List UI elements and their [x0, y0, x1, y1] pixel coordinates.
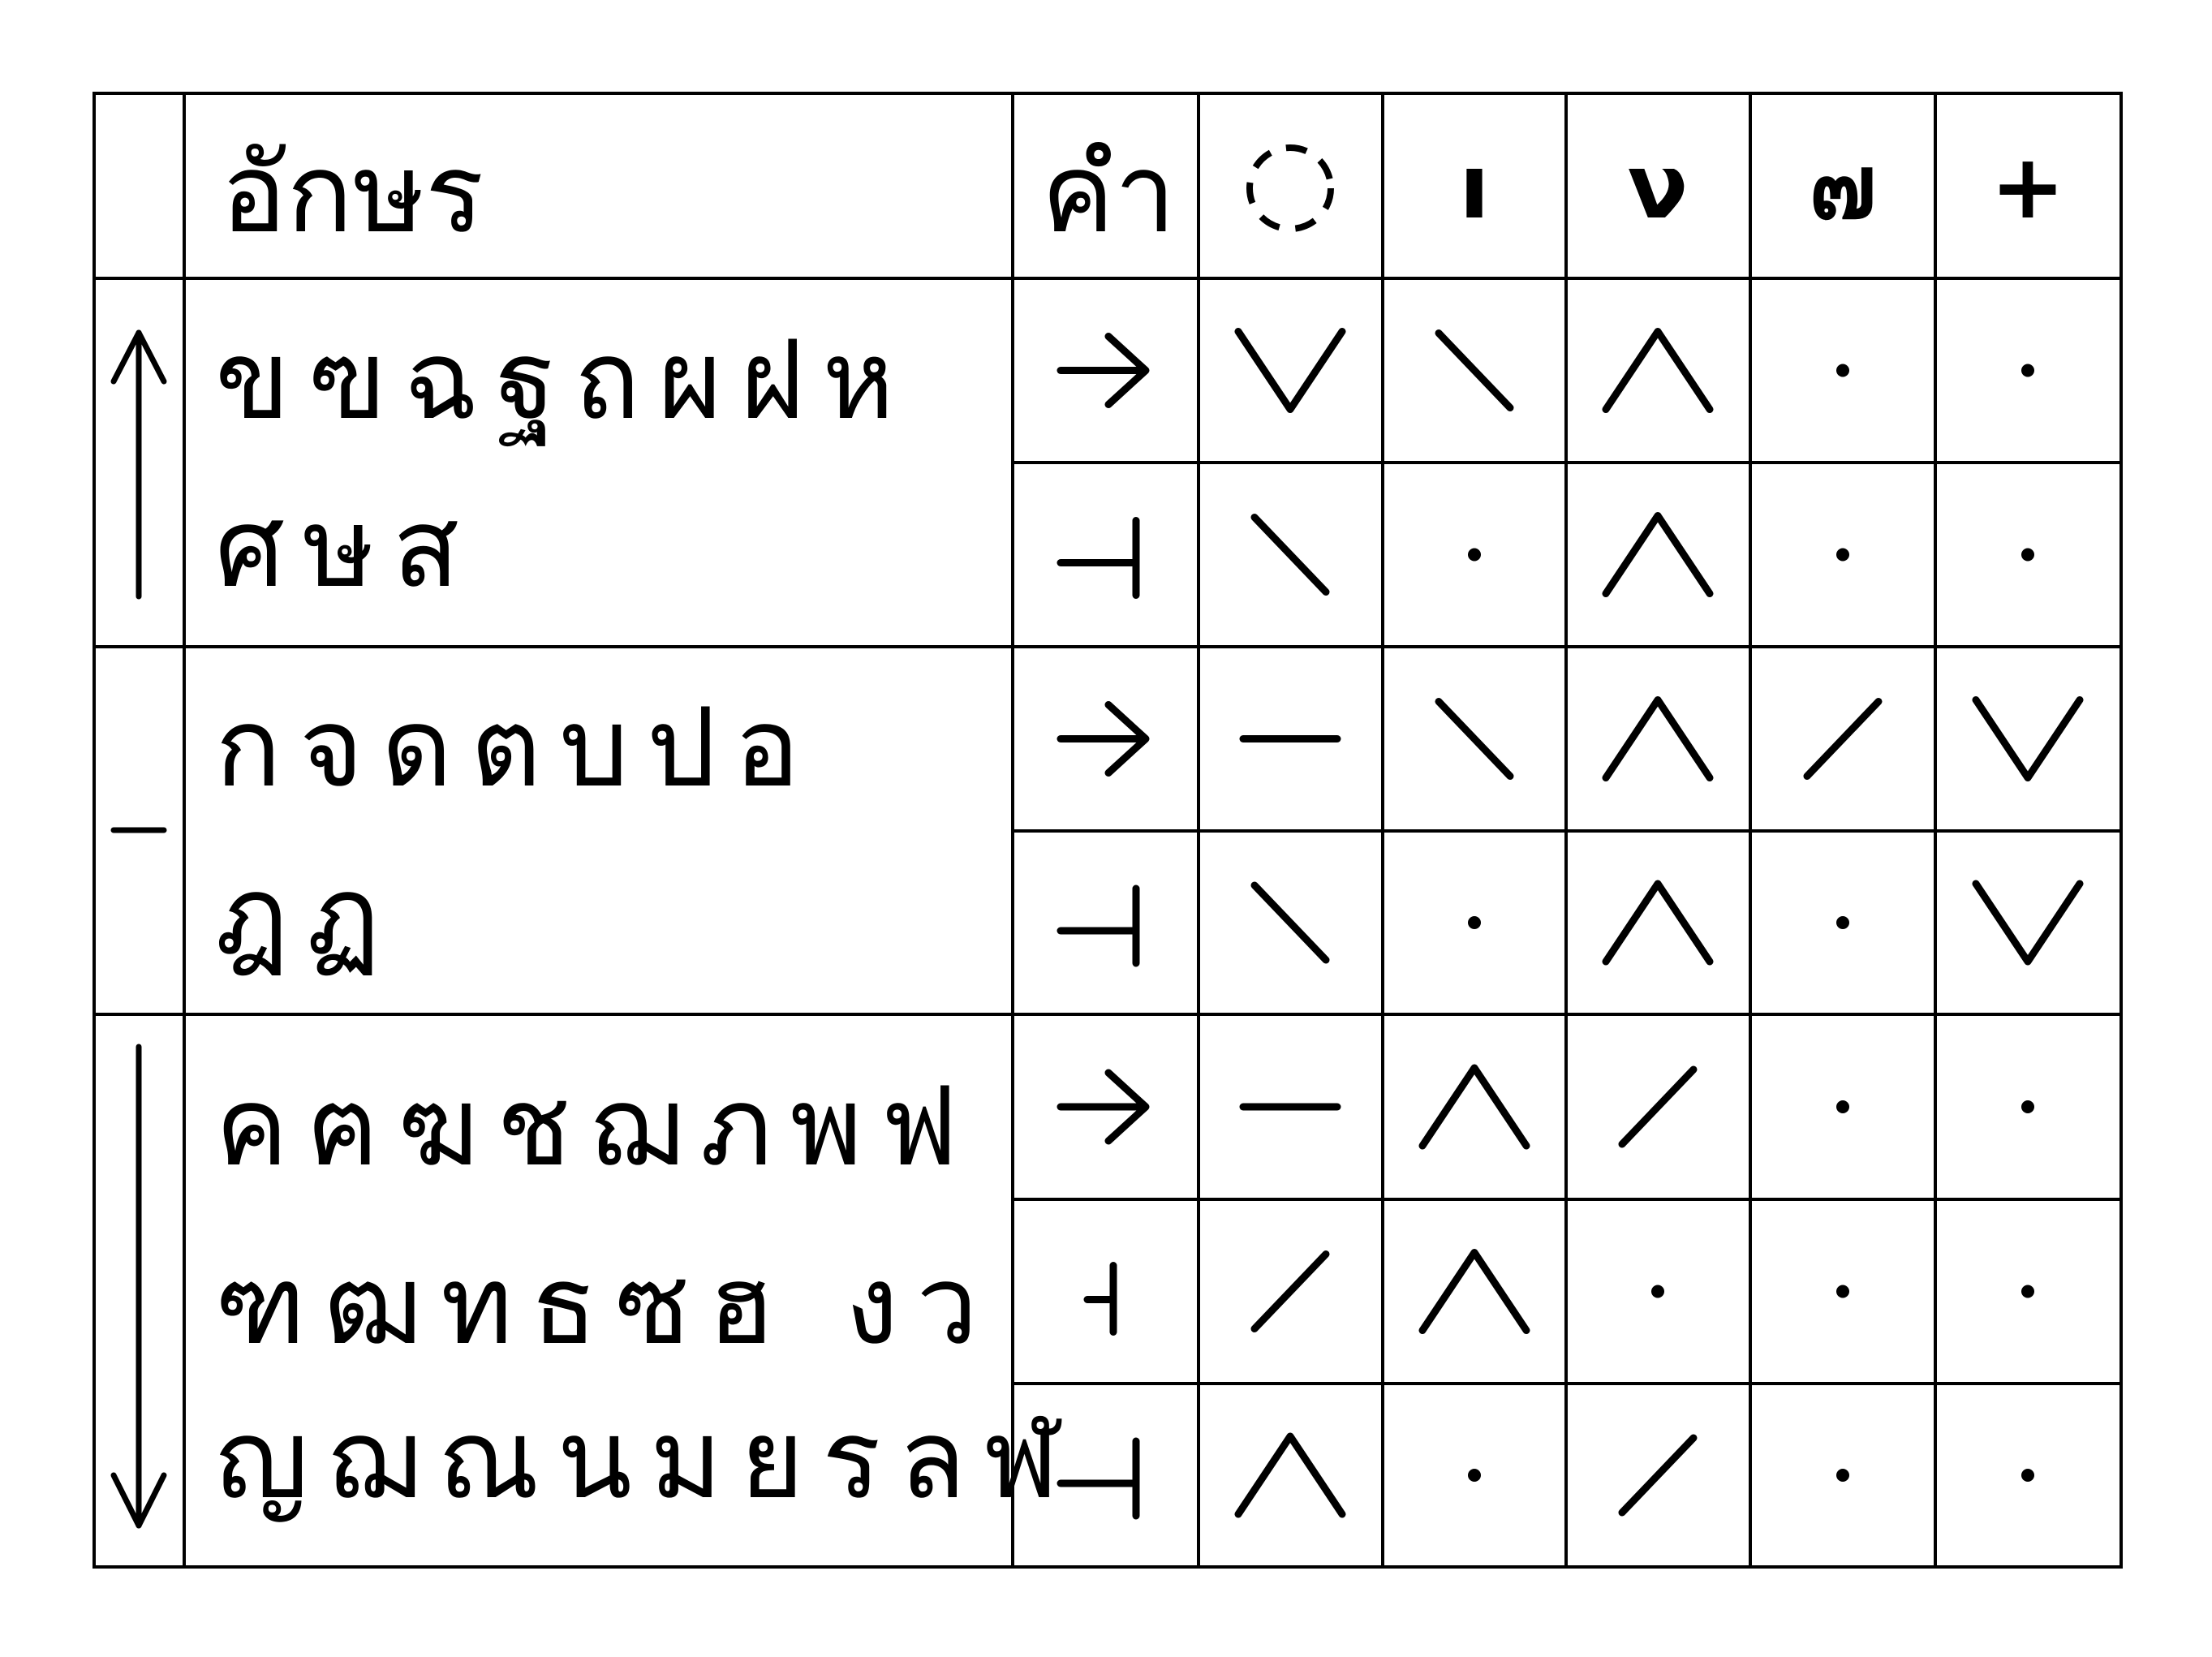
tone-mark-dot-icon	[1836, 364, 1849, 377]
low-letters-line-3: ญฌณนมยรลฬ	[215, 1396, 1077, 1523]
header-tone-2: ν	[1627, 135, 1689, 239]
tone-marks-layer	[1061, 332, 2080, 1517]
mid-letters-line-2: ฎฏ	[215, 852, 398, 979]
header-tone-1: ı	[1459, 135, 1490, 239]
tone-mark-falling-icon	[1976, 700, 2080, 778]
header-tone-3: ๗	[1809, 135, 1877, 239]
tone-mark-dot-icon	[2021, 549, 2034, 562]
tone-mark-rising-icon	[1606, 516, 1710, 594]
word-marker-right-arrow-icon	[1061, 1073, 1146, 1141]
tone-mark-dot-icon	[1651, 1285, 1664, 1298]
tone-mark-dot-icon	[1836, 1285, 1849, 1298]
tone-mark-dot-icon	[1468, 916, 1481, 929]
up-arrow-icon	[114, 333, 164, 596]
tone-mark-falling-icon	[1976, 884, 2080, 962]
down-arrow-icon	[114, 1047, 164, 1526]
tone-mark-rising-icon	[1238, 1436, 1342, 1514]
high-letters-line-1: ขฃฉฐถผฝห	[215, 316, 913, 444]
tone-mark-dot-icon	[2021, 1100, 2034, 1113]
tone-mark-rising-icon	[1606, 884, 1710, 962]
tone-mark-rising-icon	[1422, 1068, 1526, 1146]
mid-letters-line-1: กจดตบปอ	[215, 684, 818, 811]
tone-mark-slash-down-icon	[1254, 885, 1326, 960]
tone-mark-dot-icon	[1836, 916, 1849, 929]
tone-mark-dot-icon	[1836, 549, 1849, 562]
word-marker-stop-bar-icon	[1061, 521, 1136, 596]
header-tone-4: +	[1990, 135, 2066, 239]
word-marker-right-arrow-icon	[1061, 337, 1146, 405]
word-marker-stop-bar-icon	[1061, 889, 1136, 963]
tone-mark-dot-icon	[2021, 1285, 2034, 1298]
tone-mark-slash-down-icon	[1439, 334, 1510, 408]
tone-mark-dot-icon	[2021, 364, 2034, 377]
tone-mark-slash-down-icon	[1254, 518, 1326, 592]
tone-mark-dot-icon	[1836, 1469, 1849, 1482]
tone-mark-slash-up-icon	[1807, 702, 1878, 777]
tone-mark-rising-icon	[1422, 1253, 1526, 1331]
header-letters-label: อักษร	[221, 130, 484, 257]
tone-mark-slash-up-icon	[1622, 1438, 1693, 1513]
low-letters-line-2: ฑฒทธซฮ งว	[215, 1242, 996, 1369]
header-word-label: คำ	[1041, 130, 1177, 257]
tone-mark-falling-icon	[1238, 332, 1342, 410]
word-marker-right-arrow-icon	[1061, 705, 1146, 773]
tone-mark-dot-icon	[1836, 1100, 1849, 1113]
tone-mark-slash-up-icon	[1254, 1255, 1326, 1329]
word-marker-short-stop-bar-icon	[1087, 1266, 1113, 1332]
tone-mark-dot-icon	[1468, 549, 1481, 562]
tone-mark-slash-up-icon	[1622, 1070, 1693, 1144]
high-letters-line-2: ศษส	[215, 484, 478, 612]
tone-mark-rising-icon	[1606, 700, 1710, 778]
tone-mark-dot-icon	[1468, 1469, 1481, 1482]
tone-mark-slash-down-icon	[1439, 702, 1510, 777]
tone-mark-dot-icon	[2021, 1469, 2034, 1482]
header-dotted-circle-icon	[1250, 148, 1331, 229]
low-letters-line-1: คฅฆชฌภพฟ	[215, 1063, 976, 1190]
tone-mark-rising-icon	[1606, 332, 1710, 410]
